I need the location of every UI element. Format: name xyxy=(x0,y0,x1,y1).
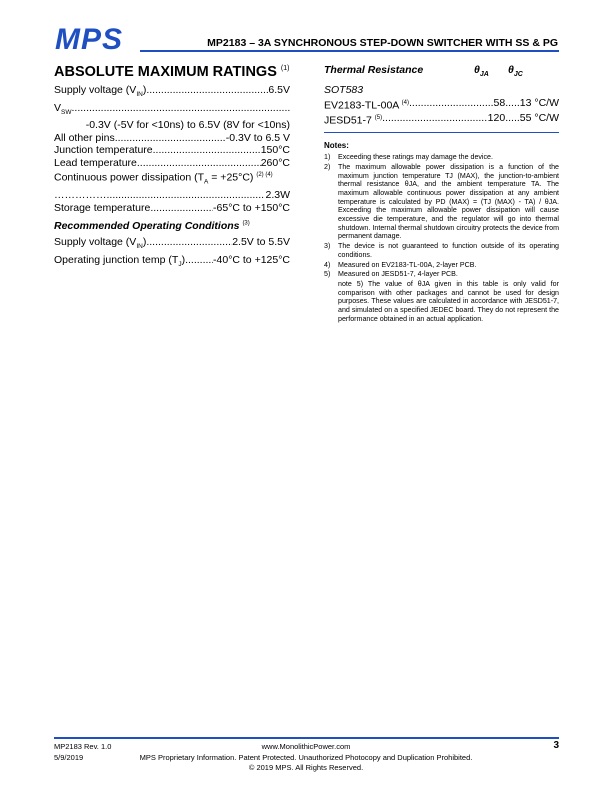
abs-junction-row: Junction temperature ..... 150°C xyxy=(54,144,290,157)
note-item: 4) Measured on EV2183-TL-00A, 2-layer PCB. xyxy=(324,260,477,269)
note-item: 5) Measured on JESD51-7, 4-layer PCB. xyxy=(324,270,458,279)
footer-proprietary: MPS Proprietary Information. Patent Protected. Unauthorized Photocopy and Duplication Prohibited. xyxy=(139,753,473,762)
header-divider xyxy=(140,50,559,52)
footer-copyright: © 2019 MPS. All Rights Reserved. xyxy=(248,763,364,772)
document-title: MP2183 – 3A SYNCHRONOUS STEP-DOWN SWITCHER WITH SS & PG xyxy=(207,37,558,49)
roc-temp-row: Operating junction temp $(T_J)$ ..... -40°C to +125°C xyxy=(54,254,290,272)
abs-vsw-row: $V_{SW}$ ..... xyxy=(54,102,290,120)
abs-storage-row: Storage temperature ..... -65°C to +150°C xyxy=(54,202,290,215)
mps-logo xyxy=(55,26,140,52)
right-column xyxy=(324,62,559,323)
note-5-detail: note 5) The value of θJA given in this table is only valid for comparison with other packages and cannot be used for design purposes. These values are calculated in accordance with JESD51-7, and simulated on a specified JEDEC board. They do not represent the performance obtained in an actual application. xyxy=(338,279,559,323)
abs-lead-row: Lead temperature ..... 260°C xyxy=(54,157,290,170)
abs-supply-row: Supply voltage $(V_{IN})$ ..... 6.5V xyxy=(54,84,290,102)
roc-supply-row: Supply voltage $(V_{IN})$ ..... 2.5V to 5.5V xyxy=(54,236,290,254)
footer-website: www.MonolithicPower.com xyxy=(261,742,351,751)
note-item: 1) Exceeding these ratings may damage the device. xyxy=(324,153,493,162)
mps-logo-text: MPS xyxy=(55,26,124,52)
roc-heading: Recommended Operating Conditions $^{(3)}$ xyxy=(54,220,250,233)
abs-power-row: Continuous power dissipation $(T_A = +25^\circ C)$ $^{(2) (4)}$ xyxy=(54,171,273,186)
left-column xyxy=(54,62,290,271)
note-item: 2) The maximum allowable power dissipation is a function of the maximum junction temperature TJ (MAX), the junction-to-ambient thermal resistance θJA, and the ambient temperature TA. The maximum allowable continuous power dissipation at any ambient temperature is calculated by PD (MAX) = (TJ (MAX) - TA) / θJA. Exceeding the maximum allowable power dissipation will cause excessive die temperature, and the regulator will go into thermal shutdown. Internal thermal shutdown circuitry protects the device from permanent damage. xyxy=(324,162,559,241)
abs-max-heading: ABSOLUTE MAXIMUM RATINGS $^{(1)}$ xyxy=(54,64,290,80)
notes-divider xyxy=(324,132,559,134)
abs-other-pins-row: All other pins ..... -0.3V to 6.5 V xyxy=(54,132,290,145)
abs-vsw-value: -0.3V (-5V for <10ns) to 6.5V (8V for <10ns) xyxy=(85,119,290,132)
thermal-heading: Thermal Resistance $\theta_{JA}$ $\theta_{JC}$ xyxy=(324,64,523,79)
note-item: 3) The device is not guaranteed to function outside of its operating conditions. xyxy=(324,242,559,259)
footer-divider xyxy=(54,737,559,739)
page-number: 3 xyxy=(553,740,559,751)
abs-power-value-row: …………… ..... 2.3W xyxy=(54,189,290,202)
thermal-row: EV2183-TL-00A $^{(4)}$ ..... 58.....13 °C/W xyxy=(324,97,559,112)
thermal-row: JESD51-7 $^{(5)}$ ..... 120.....55 °C/W xyxy=(324,112,559,127)
footer-date: 5/9/2019 xyxy=(54,753,84,762)
footer-rev: MP2183 Rev. 1.0 xyxy=(54,742,112,751)
notes-heading: Notes: xyxy=(324,141,349,151)
thermal-package: SOT583 xyxy=(324,84,364,97)
